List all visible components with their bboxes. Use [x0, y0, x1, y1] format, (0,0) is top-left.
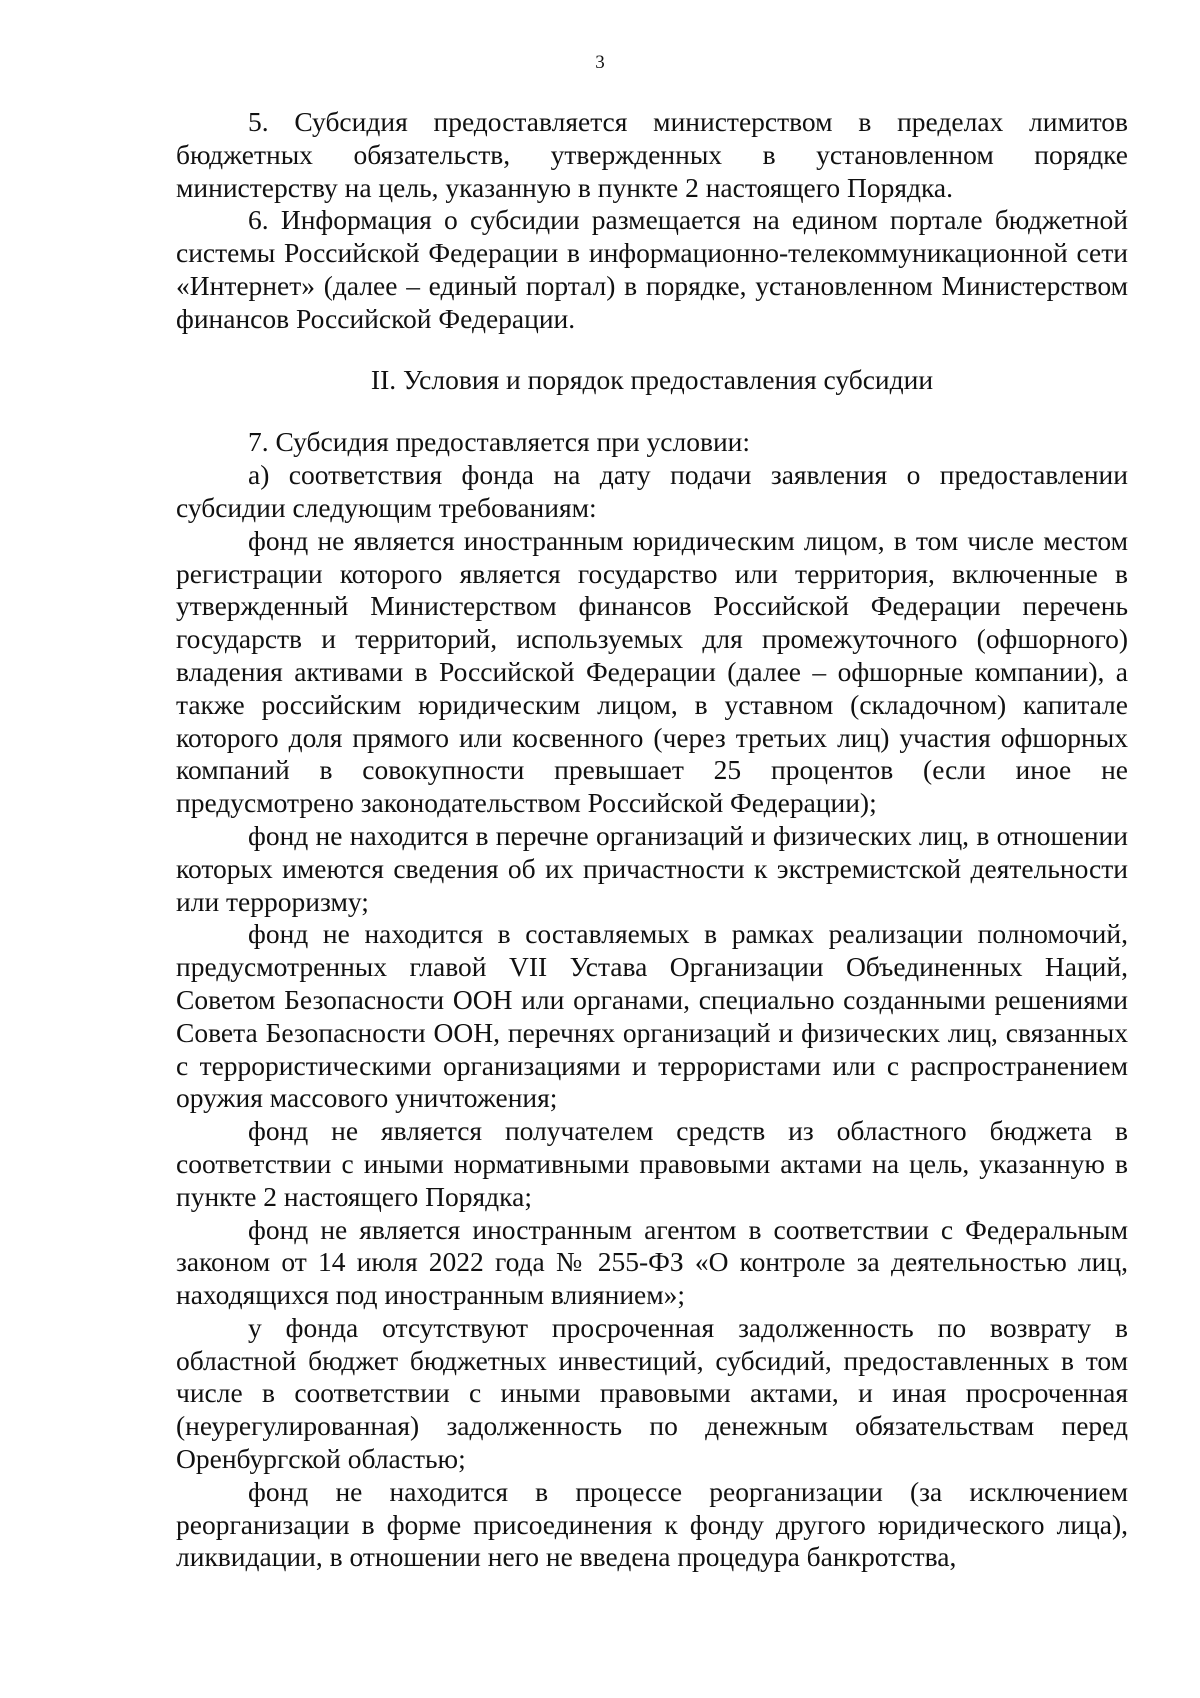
subparagraph-a: а) соответствия фонда на дату подачи заявления о предоставлении субсидии следующим требованиям: [176, 459, 1128, 523]
requirement-not-foreign-entity: фонд не является иностранным юридическим лицом, в том числе местом регистрации которого является государство или территория, включенные в утвержденный Министерством финансов Российской Федерации перечень государств и территорий, используемых для промежуточного (офшорного) владения активами в Российской Федерации (далее – офшорные компании), а также российским юридическим лицом, в уставном (складочном) капитале которого доля прямого или косвенного (через третьих лиц) участия офшорных компаний в совокупности превышает 25 процентов (если иное не предусмотрено законодательством Российской Федерации); [176, 524, 1128, 819]
requirement-not-foreign-agent: фонд не является иностранным агентом в соответствии с Федеральным законом от 14 июля 2022 года № 255-ФЗ «О контроле за деятельностью лиц, находящихся под иностранным влиянием»; [176, 1213, 1128, 1311]
document-body [176, 106, 1128, 1574]
requirement-not-in-reorganization: фонд не находится в процессе реорганизации (за исключением реорганизации в форме присоединения к фонду другого юридического лица), ликвидации, в отношении него не введена процедура банкротства, [176, 1475, 1128, 1573]
requirement-no-overdue-debt: у фонда отсутствуют просроченная задолженность по возврату в областной бюджет бюджетных инвестиций, субсидий, предоставленных в том числе в соответствии с иными правовыми актами, и иная просроченная (неурегулированная) задолженность по денежным обязательствам перед Оренбургской областью; [176, 1311, 1128, 1475]
requirement-not-un-sanctions-list: фонд не находится в составляемых в рамках реализации полномочий, предусмотренных главой VII Устава Организации Объединенных Наций, Советом Безопасности ООН или органами, специально созданными решениями Совета Безопасности ООН, перечнях организаций и физических лиц, связанных с террористическими организациями и террористами или с распространением оружия массового уничтожения; [176, 918, 1128, 1114]
section-heading: II. Условия и порядок предоставления субсидии [370, 363, 934, 395]
paragraph-7: 7. Субсидия предоставляется при условии: [248, 426, 751, 458]
paragraph-6: 6. Информация о субсидии размещается на едином портале бюджетной системы Российской Федерации в информационно-телекоммуникационной сети «Интернет» (далее – единый портал) в порядке, установленном Министерством финансов Российской Федерации. [176, 204, 1128, 334]
requirement-not-extremist-list: фонд не находится в перечне организаций и физических лиц, в отношении которых имеются сведения об их причастности к экстремистской деятельности или терроризму; [176, 819, 1128, 917]
page-number: 3 [595, 52, 605, 73]
paragraph-5: 5. Субсидия предоставляется министерством в пределах лимитов бюджетных обязательств, утвержденных в установленном порядке министерству на цель, указанную в пункте 2 настоящего Порядка. [176, 106, 1128, 203]
requirement-not-other-budget-recipient: фонд не является получателем средств из областного бюджета в соответствии с иными нормативными правовыми актами на цель, указанную в пункте 2 настоящего Порядка; [176, 1115, 1128, 1212]
